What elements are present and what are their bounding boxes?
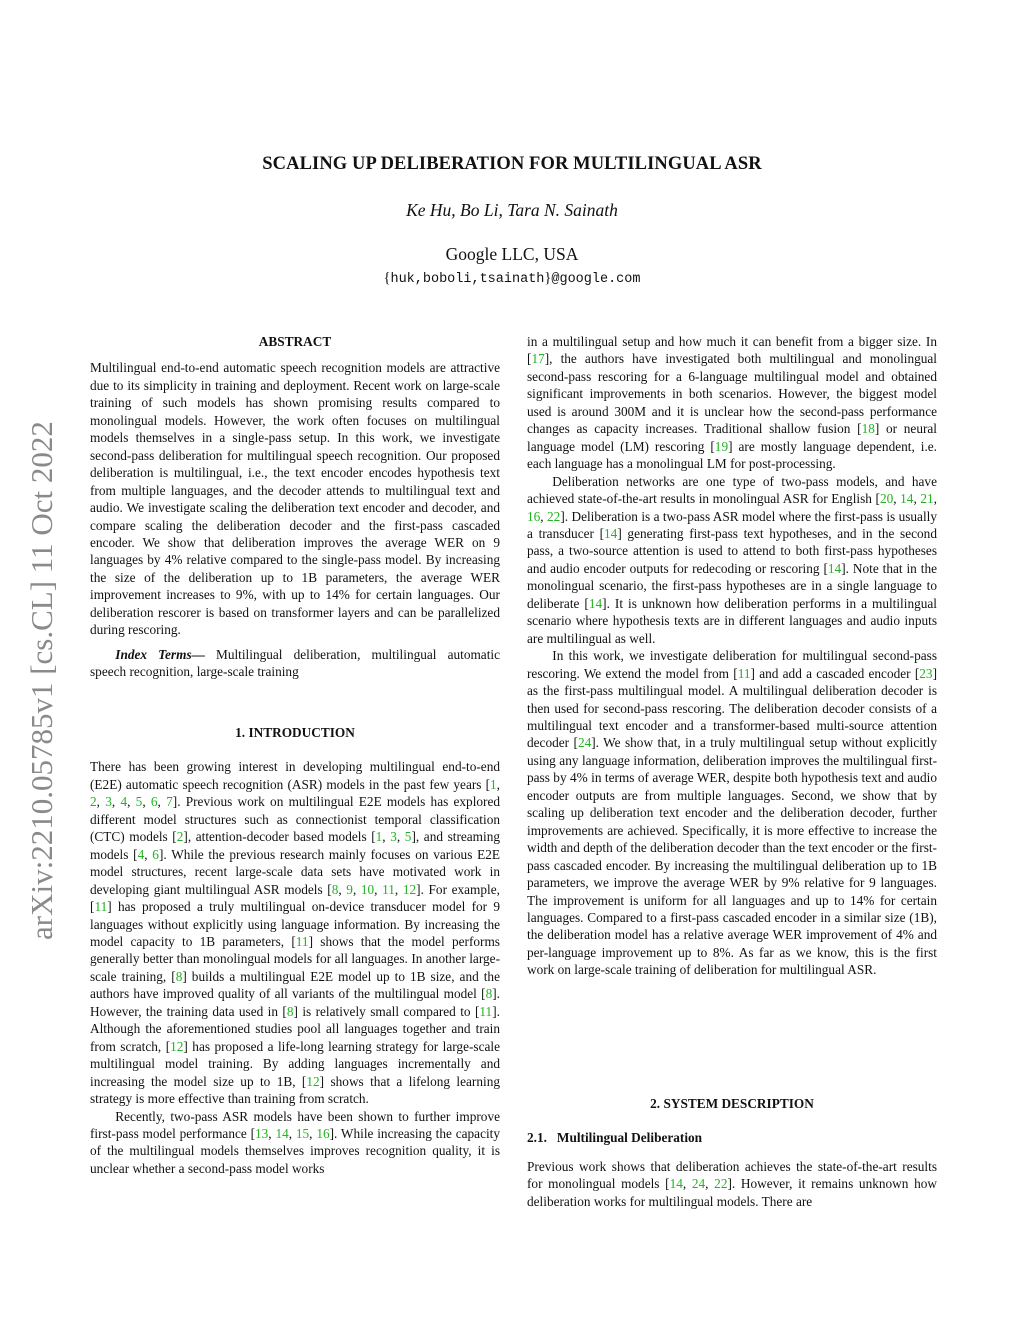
citation-link[interactable]: 13 — [255, 1125, 269, 1141]
citation-link[interactable]: 5 — [135, 794, 143, 810]
citation-link[interactable]: 5 — [404, 829, 412, 845]
citation-link[interactable]: 24 — [691, 1176, 706, 1192]
citation-link[interactable]: 4 — [120, 794, 128, 810]
citation-link[interactable]: 6 — [150, 794, 158, 810]
citation-link[interactable]: 4 — [137, 846, 145, 862]
arxiv-identifier: arXiv:2210.05785v1 [cs.CL] 11 Oct 2022 — [24, 421, 59, 940]
email-users: huk,boboli,tsainath — [390, 272, 545, 287]
index-terms — [90, 646, 500, 681]
citation-link[interactable]: 12 — [170, 1038, 184, 1054]
citation-link[interactable]: 8 — [286, 1003, 294, 1019]
citation-link[interactable]: 17 — [531, 351, 545, 367]
citation-link[interactable]: 8 — [175, 968, 183, 984]
citation-link[interactable]: 22 — [547, 508, 561, 524]
citation-link[interactable]: 3 — [390, 829, 397, 845]
citation-link[interactable]: 3 — [105, 794, 112, 810]
citation-link[interactable]: 11 — [295, 933, 309, 949]
citation-link[interactable]: 14 — [900, 491, 914, 507]
citation-link[interactable]: 14 — [669, 1176, 683, 1192]
system-description-paragraph: Previous work shows that deliberation achieves the state-of-the-art results for monolingual models [14, 24, 22]. However, it remains unknown how deliberation works for multilingual models. There are — [527, 1158, 937, 1209]
citation-link[interactable]: 9 — [346, 881, 353, 897]
email-brace-close: } — [544, 270, 552, 286]
citation-link[interactable]: 19 — [714, 438, 729, 454]
system-description-section — [527, 1095, 937, 1210]
abstract-heading: ABSTRACT — [258, 334, 332, 349]
affiliation: Google LLC, USA — [445, 244, 579, 264]
paper-title: SCALING UP DELIBERATION FOR MULTILINGUAL ASR — [262, 154, 762, 174]
citation-link[interactable]: 24 — [577, 735, 592, 751]
citation-link[interactable]: 1 — [375, 829, 383, 845]
citation-link[interactable]: 16 — [527, 508, 541, 524]
citation-link[interactable]: 8 — [331, 881, 339, 897]
email-brace-open: { — [383, 270, 391, 286]
intro-paragraph-4: In this work, we investigate deliberation for multilingual second-pass rescoring. We extend the model from [11] and add a cascaded encoder [23] as the first-pass multilingual model. A multilingual deliberation decoder is then used for second-pass rescoring. The deliberation decoder consists of a multilingual text encoder and a transformer-based multi-source attention decoder [24]. We show that, in a truly multilingual setup without explicitly using any language information, deliberation improves the multilingual first-pass by 4% in terms of average WER, despite both hypothesis text and audio encoder outputs are from multiple languages. Second, we show that by scaling up deliberation text encoder and the deliberation decoder, further improvements are achieved. Specifically, it is more effective to increase the width and depth of the deliberation decoder than the text encoder or the first-pass cascaded encoder. By increasing the multilingual deliberation up to 1B parameters, we improve the average WER by 9% relative for 9 languages. The improvement is uniform for all languages and up to 14% for certain languages. Compared to a first-pass cascaded encoder in a similar size (1B), the deliberation model has a relative average WER improvement of 4% and per-language improvement up to 8%. As far as we know, this is the first work on large-scale training of deliberation for multilingual ASR. — [527, 648, 937, 978]
citation-link[interactable]: 11 — [479, 1003, 493, 1019]
introduction-section — [90, 724, 500, 1177]
citation-link[interactable]: 21 — [920, 491, 934, 507]
intro-paragraph-1: There has been growing interest in developing multilingual end-to-end (E2E) automatic speech recognition (ASR) models in the past few years [1, 2, 3, 4, 5, 6, 7]. Previous work on multilingual E2E models has explored different model structures such as connectionist temporal classification (CTC) models [2], attention-decoder based models [1, 3, 5], and streaming models [4, 6]. While the previous research mainly focuses on various E2E model structures, recent large-scale data sets have motivated work in developing giant multilingual ASR models [8, 9, 10, 11, 12]. For example, [11] has proposed a truly multilingual on-device transducer model for 9 languages without explicitly using language information. By increasing the model capacity to 1B parameters, [11] shows that the model performs generally better than monolingual models for all languages. In another large-scale training, [8] builds a multilingual E2E model up to 1B size, and the authors have improved quality of all variants of the multilingual model [8]. However, the training data used in [8] is relatively small compared to [11]. Although the aforementioned studies pool all languages together and train from scratch, [12] has proposed a life-long learning strategy for large-scale multilingual model training. By adding languages incrementally and increasing the model size up to 1B, [12] shows that a lifelong learning strategy is more effective than training from scratch. — [90, 759, 501, 1107]
citation-link[interactable]: 16 — [316, 1125, 330, 1141]
intro-paragraph-2: Recently, two-pass ASR models have been shown to further improve first-pass model performance [13, 14, 15, 16]. While increasing the capacity of the multilingual models themselves improves recognition quality, it is unclear whether a second-pass model works — [90, 1108, 501, 1176]
citation-link[interactable]: 14 — [275, 1125, 289, 1141]
citation-link[interactable]: 14 — [827, 560, 842, 576]
citation-link[interactable]: 11 — [94, 899, 108, 915]
citation-link[interactable]: 20 — [879, 491, 894, 507]
citation-link[interactable]: 7 — [166, 794, 173, 810]
intro-paragraph-2-continued: in a multilingual setup and how much it can benefit from a bigger size. In [17], the authors have investigated both multilingual and monolingual second-pass rescoring for a 6-language multilingual model and obtained significant improvements in both scenarios. However, the biggest model used is around 300M and it is unclear how the second-pass performance changes as capacity increases. Traditional shallow fusion [18] or neural language model (LM) rescoring [19] are mostly language dependent, i.e. each language has a monolingual LM for post-processing. — [527, 334, 937, 472]
citation-link[interactable]: 6 — [152, 846, 159, 862]
citation-link[interactable]: 2 — [176, 829, 184, 845]
right-column — [527, 333, 937, 979]
citation-link[interactable]: 8 — [485, 986, 493, 1002]
author-emails — [0, 270, 1024, 287]
citation-link[interactable]: 22 — [714, 1176, 728, 1192]
email-domain: @google.com — [551, 272, 641, 287]
abstract-text: Multilingual end-to-end automatic speech recognition models are attractive due to its simplicity in training and deployment. Recent work on large-scale training of such models has shown promising results compared to monolingual models. However, the work often focuses on multilingual models themselves in a single-pass setup. In this work, we investigate second-pass deliberation for multilingual speech recognition. Our proposed deliberation is multilingual, i.e., the text encoder encodes hypothesis text from multiple languages, and the decoder attends to multilingual text and audio. We investigate scaling the deliberation text encoder and decoder, and compare scaling the deliberation decoder and the first-pass cascaded encoder. We show that deliberation improves the average WER on 9 languages by 4% relative compared to the single-pass model. By increasing the size of the deliberation up to 1B parameters, the average WER improvement increases to 9%, with up to 14% for certain languages. Our deliberation rescorer is based on transformer layers and can be parallelized during rescoring. — [90, 360, 500, 638]
citation-link[interactable]: 14 — [604, 525, 618, 541]
citation-link[interactable]: 12 — [402, 881, 417, 897]
citation-link[interactable]: 1 — [490, 776, 497, 792]
citation-link[interactable]: 23 — [919, 665, 933, 681]
subsection-heading: 2.1. Multilingual Deliberation — [527, 1130, 703, 1146]
index-terms-text: Multilingual deliberation, multilingual automatic speech recognition, large-scale training — [90, 646, 501, 680]
system-description-heading: 2. SYSTEM DESCRIPTION — [650, 1096, 814, 1111]
paper-authors: Ke Hu, Bo Li, Tara N. Sainath — [406, 200, 618, 220]
citation-link[interactable]: 14 — [588, 595, 603, 611]
citation-link[interactable]: 10 — [360, 881, 375, 897]
citation-link[interactable]: 15 — [295, 1125, 310, 1141]
citation-link[interactable]: 12 — [306, 1073, 320, 1089]
citation-link[interactable]: 11 — [737, 665, 751, 681]
abstract-section — [90, 333, 500, 681]
citation-link[interactable]: 18 — [861, 421, 875, 437]
index-terms-label: Index Terms— — [115, 646, 205, 662]
citation-link[interactable]: 2 — [90, 794, 97, 810]
intro-paragraph-3: Deliberation networks are one type of two-pass models, and have achieved state-of-the-art results in monolingual ASR for English [20, 14, 21, 16, 22]. Deliberation is a two-pass ASR model where the first-pass is usually a transducer [14] generating first-pass text hypotheses, and in the second pass, a two-source attention is used to attend to both first-pass hypotheses and audio encoder outputs for redecoding or rescoring [14]. Note that in the monolingual scenario, the first-pass hypotheses are in a single language to deliberate [14]. It is unknown how deliberation performs in a multilingual scenario where hypothesis texts are in different languages and audio inputs are multilingual as well. — [527, 473, 937, 646]
introduction-heading: 1. INTRODUCTION — [235, 725, 355, 740]
citation-link[interactable]: 11 — [382, 881, 395, 897]
